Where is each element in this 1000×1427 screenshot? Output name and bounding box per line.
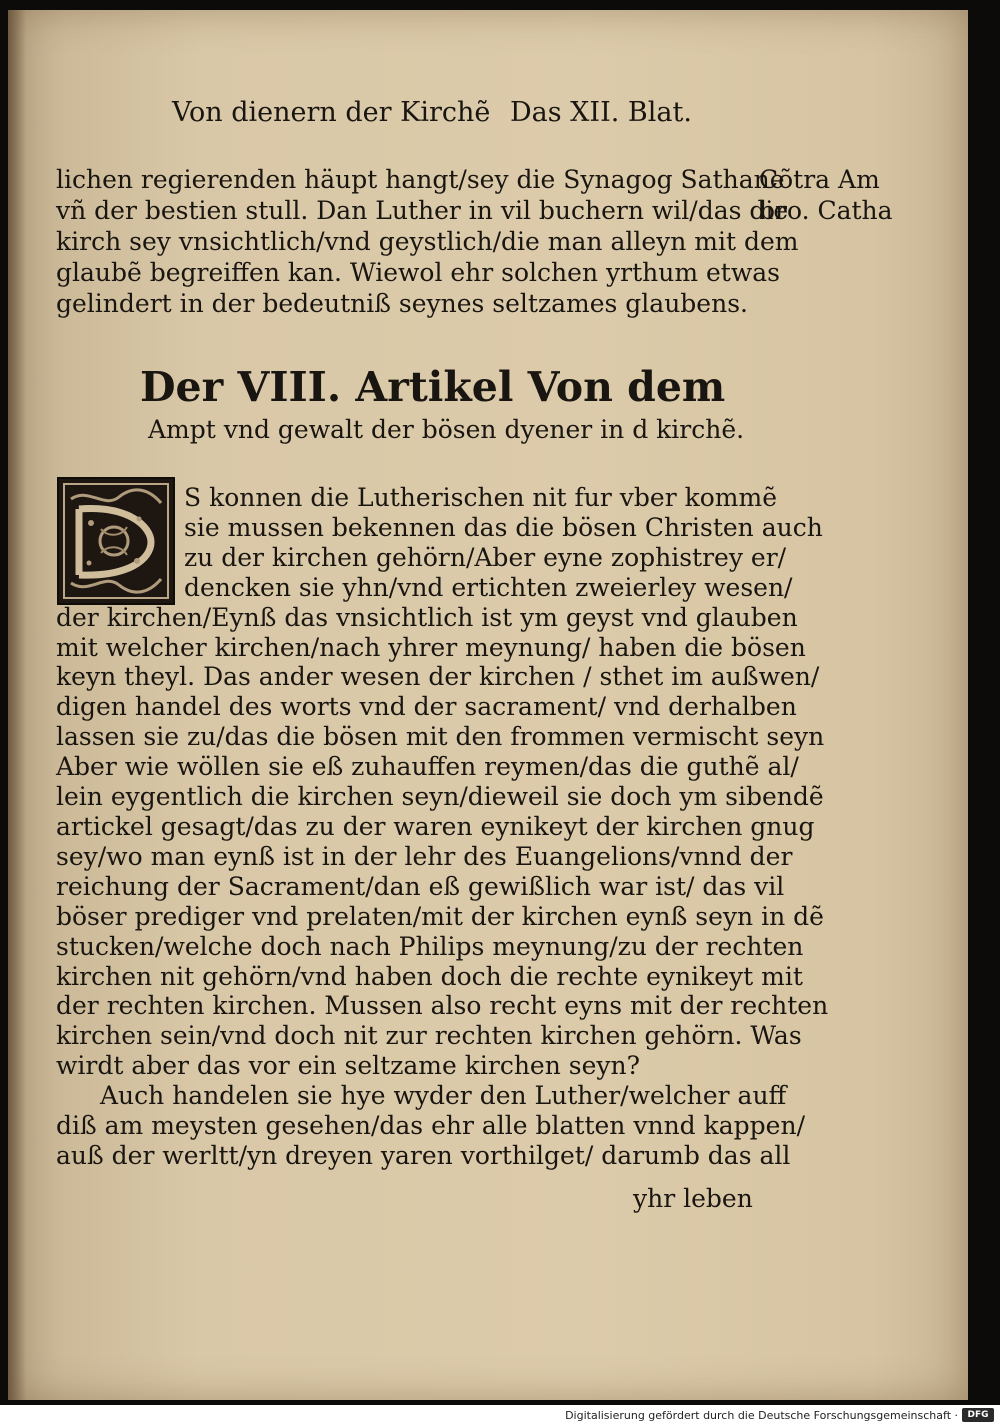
text-line: sie mussen bekennen das die bösen Christen auch	[184, 512, 823, 542]
text-line: glaubẽ begreiffen kan. Wiewol ehr solchen yrthum etwas	[56, 258, 780, 287]
text-line: zu der kirchen gehörn/Aber eyne zophistrey er/	[184, 542, 787, 572]
article-subheading: Ampt vnd gewalt der bösen dyener in d kirchẽ.	[148, 415, 745, 444]
text-line: digen handel des worts vnd der sacrament/ vnd derhalben	[56, 692, 797, 722]
folio-number: Das XII. Blat.	[510, 97, 692, 128]
text-line: Auch handelen sie hye wyder den Luther/welcher auff	[100, 1081, 787, 1111]
text-line: kirchen sein/vnd doch nit zur rechten kirchen gehörn. Was	[56, 1021, 802, 1051]
margin-note-line: bro. Catha	[759, 196, 893, 225]
text-line: wirdt aber das vor ein seltzame kirchen seyn?	[56, 1051, 641, 1081]
text-line: kirchen nit gehörn/vnd haben doch die rechte eynikeyt mit	[56, 961, 803, 991]
text-line: sey/wo man eynß ist in der lehr des Euangelions/vnnd der	[56, 841, 793, 871]
text-line: lassen sie zu/das die bösen mit den frommen vermischt seyn	[56, 722, 825, 752]
text-line: dencken sie yhn/vnd ertichten zweierley wesen/	[184, 572, 793, 602]
body-text-top	[56, 164, 799, 319]
text-line: reichung der Sacrament/dan eß gewißlich war ist/ das vil	[56, 871, 785, 901]
text-line: gelindert in der bedeutniß seynes seltzames glaubens.	[56, 289, 748, 318]
running-head-title: Von dienern der Kirchẽ	[172, 97, 491, 128]
text-line: stucken/welche doch nach Philips meynung/zu der rechten	[56, 931, 804, 961]
article-heading: Der VIII. Artikel Von dem	[140, 363, 726, 411]
text-line: mit welcher kirchen/nach yhrer meynung/ haben die bösen	[56, 632, 806, 662]
body-text-main	[56, 483, 829, 1171]
text-line: der kirchen/Eynß das vnsichtlich ist ym geyst vnd glauben	[56, 602, 798, 632]
text-line: lein eygentlich die kirchen seyn/dieweil sie doch ym sibendẽ	[56, 782, 824, 812]
text-line: diß am meysten gesehen/das ehr alle blatten vnnd kappen/	[56, 1111, 805, 1141]
text-line: Aber wie wöllen sie eß zuhauffen reymen/das die guthẽ al/	[56, 752, 799, 782]
text-line: der rechten kirchen. Mussen also recht eyns mit der rechten	[56, 991, 829, 1021]
margin-note-line: Cõtra Am	[759, 165, 880, 194]
text-line: keyn theyl. Das ander wesen der kirchen / sthet im außwen/	[56, 662, 820, 692]
margin-note	[759, 164, 893, 226]
text-line: böser prediger vnd prelaten/mit der kirchen eynß seyn in dẽ	[56, 901, 824, 931]
dfg-logo: DFG	[962, 1408, 994, 1422]
text-line: S konnen die Lutherischen nit fur vber kommẽ	[184, 483, 777, 512]
text-line: artickel gesagt/das zu der waren eynikeyt der kirchen gnug	[56, 811, 815, 841]
catchword: yhr leben	[633, 1184, 753, 1213]
text-line: auß der werltt/yn dreyen yaren vorthilget/ darumb das all	[56, 1140, 791, 1170]
footer-credit: Digitalisierung gefördert durch die Deutsche Forschungsgemeinschaft ·	[565, 1409, 958, 1422]
text-line: vñ der bestien stull. Dan Luther in vil buchern wil/das die	[56, 196, 789, 225]
text-line: kirch sey vnsichtlich/vnd geystlich/die man alleyn mit dem	[56, 227, 799, 256]
text-line: lichen regierenden häupt hangt/sey die Synagog Sathane	[56, 165, 785, 194]
